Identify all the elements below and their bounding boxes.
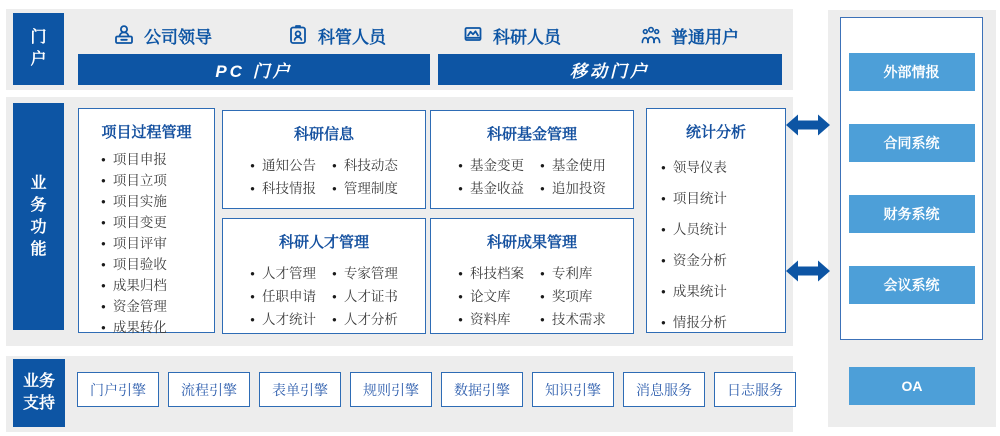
external-system-button: 会议系统 (849, 266, 975, 304)
statistics-analysis-box (646, 108, 786, 333)
user-role-company-leader (87, 19, 237, 51)
feature-item: ● 项目统计 (661, 183, 785, 214)
user-role-researcher (436, 19, 586, 51)
research-info-box (222, 110, 426, 209)
research-info-col1 (250, 154, 316, 200)
portal-band-label (13, 13, 64, 85)
project-process-list (79, 149, 214, 338)
feature-item: ● 论文库 (458, 285, 524, 308)
feature-item: ● 项目申报 (101, 149, 214, 170)
talent-col2 (332, 262, 398, 331)
feature-item: ● 项目验收 (101, 254, 214, 275)
feature-item: ● 追加投资 (540, 177, 606, 200)
pc-portal-bar (78, 54, 430, 85)
statistics-list (647, 152, 785, 338)
user-role-label: 普通用户 (671, 27, 739, 47)
external-systems-box (840, 17, 983, 340)
mobile-portal-label: 移动门户 (570, 62, 650, 81)
feature-item: ● 项目立项 (101, 170, 214, 191)
user-role-general-user (614, 19, 764, 51)
box-title: 科研人才管理 (278, 234, 369, 251)
feature-item: ● 通知公告 (250, 154, 316, 177)
monitor-chart-icon (461, 23, 485, 47)
achievement-col1 (458, 262, 524, 331)
box-title: 项目过程管理 (101, 124, 192, 141)
support-band-label-text: 业务支持 (22, 373, 55, 412)
engine-box: 表单引擎 (259, 372, 341, 407)
feature-item: ● 科技情报 (250, 177, 316, 200)
user-role-label: 科研人员 (493, 27, 561, 47)
business-support-band (6, 356, 793, 432)
feature-item: ● 领导仪表 (661, 152, 785, 183)
feature-item: ● 科技档案 (458, 262, 524, 285)
feature-item: ● 任职申请 (250, 285, 316, 308)
external-systems-panel (828, 10, 996, 427)
feature-item: ● 人才证书 (332, 285, 398, 308)
portal-band (6, 9, 793, 90)
feature-item: ● 专家管理 (332, 262, 398, 285)
support-band-label (13, 359, 65, 427)
fund-columns (431, 154, 633, 200)
feature-item: ● 专利库 (540, 262, 606, 285)
achievement-col2 (540, 262, 606, 331)
id-badge-icon (286, 23, 310, 47)
feature-item: ● 成果归档 (101, 275, 214, 296)
box-title: 科研成果管理 (486, 234, 577, 251)
talent-columns (223, 262, 425, 331)
feature-item: ● 奖项库 (540, 285, 606, 308)
pc-portal-label: PC 门户 (215, 62, 293, 81)
talent-col1 (250, 262, 316, 331)
feature-item: ● 科技动态 (332, 154, 398, 177)
box-title: 统计分析 (685, 124, 746, 141)
fund-col1 (458, 154, 524, 200)
feature-item: ● 项目评审 (101, 233, 214, 254)
feature-item: ● 情报分析 (661, 307, 785, 338)
box-title: 科研信息 (293, 126, 354, 143)
business-band-label (13, 103, 64, 330)
achievement-columns (431, 262, 633, 331)
feature-item: ● 人才统计 (250, 308, 316, 331)
external-system-button: 合同系统 (849, 124, 975, 162)
portal-band-label-text: 门户 (30, 29, 47, 68)
leader-desk-icon (112, 23, 136, 47)
external-system-button: 财务系统 (849, 195, 975, 233)
feature-item: ● 人员统计 (661, 214, 785, 245)
user-role-label: 公司领导 (144, 27, 212, 47)
engine-box: 门户引擎 (77, 372, 159, 407)
feature-item: ● 资料库 (458, 308, 524, 331)
feature-item: ● 基金变更 (458, 154, 524, 177)
engine-box: 日志服务 (714, 372, 796, 407)
fund-col2 (540, 154, 606, 200)
achievement-management-box (430, 218, 634, 334)
feature-item: ● 管理制度 (332, 177, 398, 200)
feature-item: ● 项目变更 (101, 212, 214, 233)
feature-item: ● 成果统计 (661, 276, 785, 307)
feature-item: ● 技术需求 (540, 308, 606, 331)
double-arrow-icon (786, 111, 830, 139)
feature-item: ● 成果转化 (101, 317, 214, 338)
double-arrow-icon (786, 257, 830, 285)
engine-box: 流程引擎 (168, 372, 250, 407)
feature-item: ● 项目实施 (101, 191, 214, 212)
external-system-button: 外部情报 (849, 53, 975, 91)
business-functions-band (6, 97, 793, 346)
engine-box: 数据引擎 (441, 372, 523, 407)
user-role-label: 科管人员 (318, 27, 386, 47)
feature-item: ● 基金使用 (540, 154, 606, 177)
mobile-portal-bar (438, 54, 782, 85)
business-band-label-text: 业务功能 (30, 174, 47, 258)
project-process-box (78, 108, 215, 333)
feature-item: ● 资金管理 (101, 296, 214, 317)
talent-management-box (222, 218, 426, 334)
feature-item: ● 人才分析 (332, 308, 398, 331)
research-info-col2 (332, 154, 398, 200)
engine-row (77, 372, 796, 407)
engine-box: 消息服务 (623, 372, 705, 407)
box-title: 科研基金管理 (486, 126, 577, 143)
research-info-columns (223, 154, 425, 200)
fund-management-box (430, 110, 634, 209)
feature-item: ● 基金收益 (458, 177, 524, 200)
feature-item: ● 人才管理 (250, 262, 316, 285)
feature-item: ● 资金分析 (661, 245, 785, 276)
oa-system-button: OA (849, 367, 975, 405)
user-role-sci-admin (261, 19, 411, 51)
user-group-icon (639, 23, 663, 47)
engine-box: 规则引擎 (350, 372, 432, 407)
engine-box: 知识引擎 (532, 372, 614, 407)
